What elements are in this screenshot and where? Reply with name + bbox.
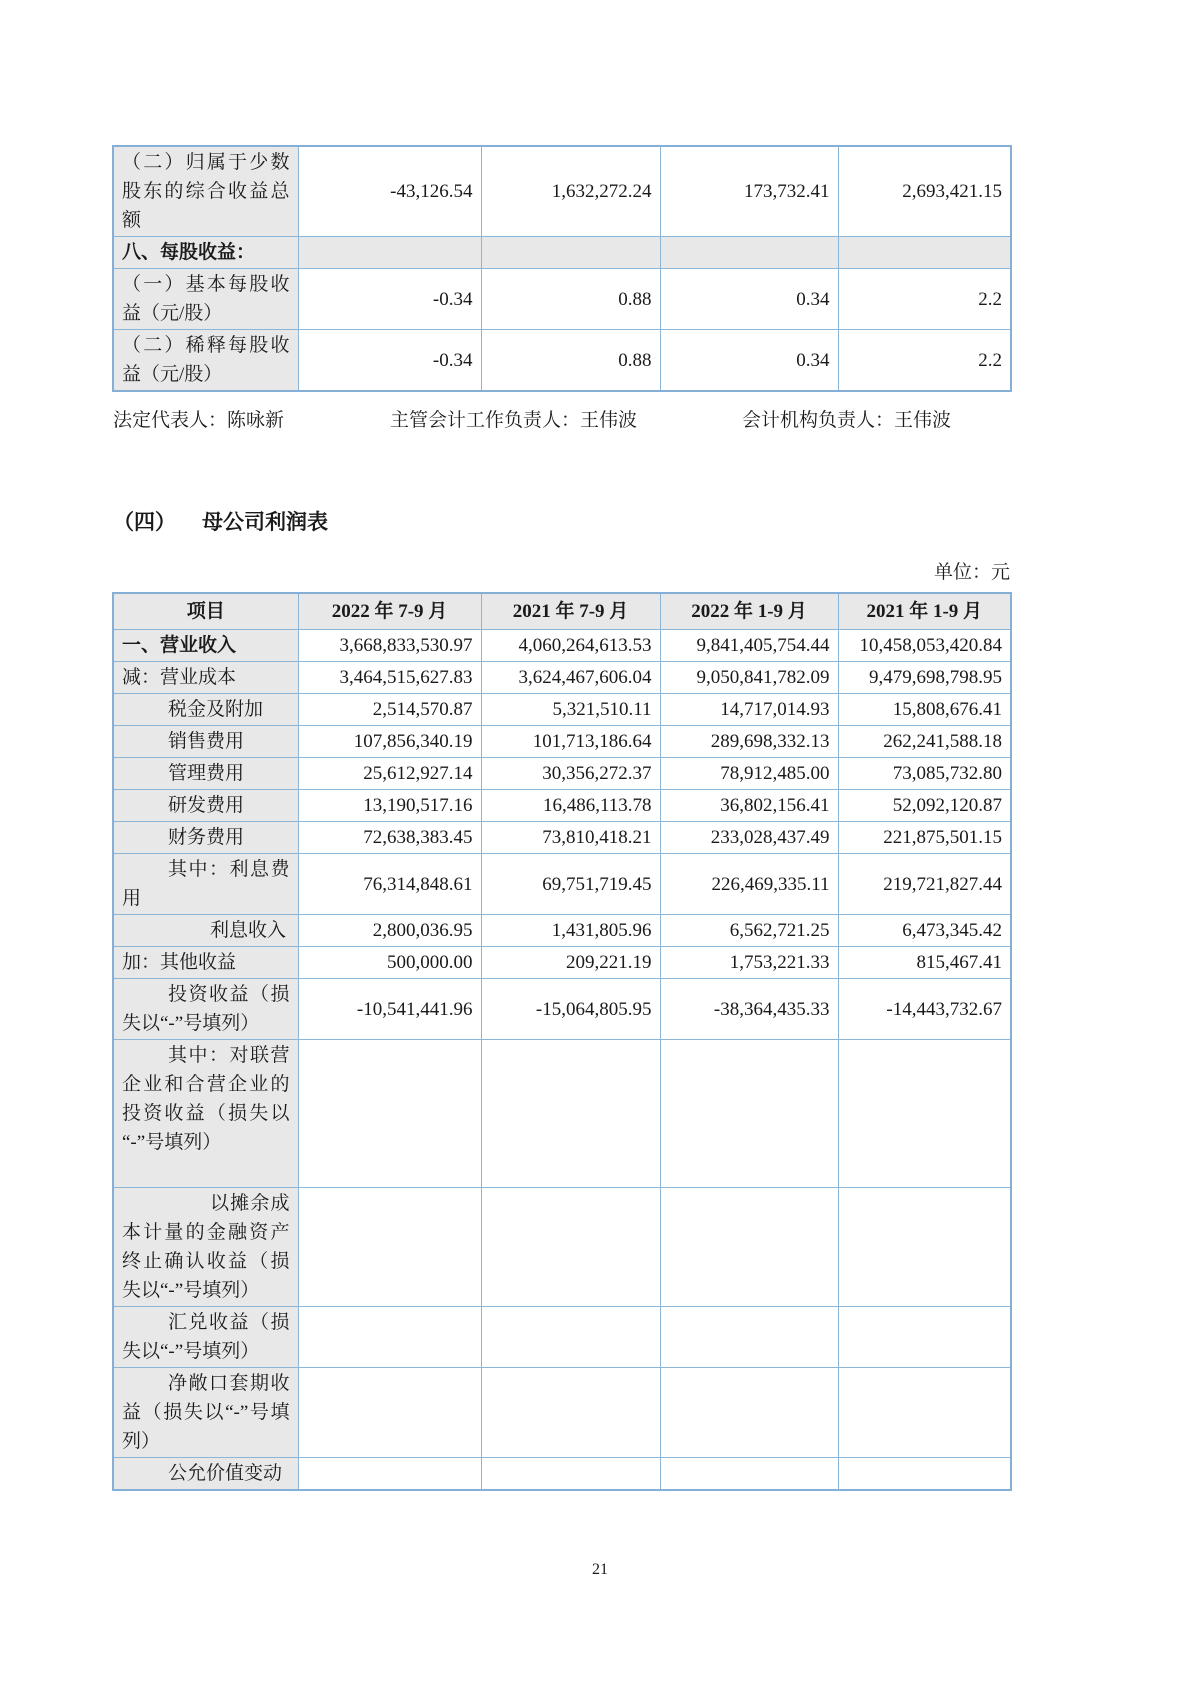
- value-cell: 219,721,827.44: [838, 854, 1011, 915]
- value-cell: [838, 1307, 1011, 1368]
- value-cell: 6,473,345.42: [838, 915, 1011, 947]
- value-cell: 36,802,156.41: [660, 790, 838, 822]
- row-label-cell: 减：营业成本: [113, 662, 298, 694]
- value-cell: 1,632,272.24: [481, 146, 660, 237]
- value-cell: -38,364,435.33: [660, 979, 838, 1040]
- row-label-cell: 以摊余成本计量的金融资产终止确认收益（损失以“-”号填列）: [113, 1188, 298, 1307]
- value-cell: 3,668,833,530.97: [298, 630, 481, 662]
- value-cell: 0.34: [660, 330, 838, 392]
- value-cell: 233,028,437.49: [660, 822, 838, 854]
- chief-accounting-officer-label: 主管会计工作负责人：王伟波: [390, 410, 638, 431]
- value-cell: 226,469,335.11: [660, 854, 838, 915]
- value-cell: 4,060,264,613.53: [481, 630, 660, 662]
- row-label-cell: 投资收益（损失以“-”号填列）: [113, 979, 298, 1040]
- value-cell: 14,717,014.93: [660, 694, 838, 726]
- table-row: [113, 146, 1011, 237]
- value-cell: -10,541,441.96: [298, 979, 481, 1040]
- row-label-cell: 财务费用: [113, 822, 298, 854]
- value-cell: 221,875,501.15: [838, 822, 1011, 854]
- value-cell: -15,064,805.95: [481, 979, 660, 1040]
- page-number: 21: [592, 1561, 608, 1578]
- value-cell: 73,810,418.21: [481, 822, 660, 854]
- table-row: [113, 854, 1011, 915]
- row-label-cell: 管理费用: [113, 758, 298, 790]
- value-cell: -14,443,732.67: [838, 979, 1011, 1040]
- value-cell: 3,464,515,627.83: [298, 662, 481, 694]
- value-cell: [660, 1368, 838, 1458]
- value-cell: 2,800,036.95: [298, 915, 481, 947]
- value-cell: 2.2: [838, 269, 1011, 330]
- value-cell: 2,514,570.87: [298, 694, 481, 726]
- row-label-cell: 利息收入: [113, 915, 298, 947]
- table-row: [113, 1307, 1011, 1368]
- row-label-cell: 公允价值变动: [113, 1458, 298, 1491]
- value-cell: [481, 1368, 660, 1458]
- row-label-cell: 八、每股收益：: [113, 237, 298, 269]
- value-cell: 173,732.41: [660, 146, 838, 237]
- unit-label: 单位：元: [933, 562, 1010, 583]
- value-cell: [298, 237, 481, 269]
- value-cell: -43,126.54: [298, 146, 481, 237]
- value-cell: [660, 1040, 838, 1188]
- value-cell: 25,612,927.14: [298, 758, 481, 790]
- table-row: [113, 726, 1011, 758]
- table-row: [113, 979, 1011, 1040]
- value-cell: 289,698,332.13: [660, 726, 838, 758]
- column-header-cell: 2022 年 1-9 月: [660, 593, 838, 630]
- value-cell: 500,000.00: [298, 947, 481, 979]
- table2-body: [113, 630, 1011, 1491]
- value-cell: 73,085,732.80: [838, 758, 1011, 790]
- section-index: （四）: [113, 510, 176, 534]
- row-label-cell: 其中：对联营企业和合营企业的投资收益（损失以“-”号填列）: [113, 1040, 298, 1188]
- value-cell: [481, 1307, 660, 1368]
- value-cell: [298, 1307, 481, 1368]
- value-cell: 1,753,221.33: [660, 947, 838, 979]
- table-row: [113, 330, 1011, 392]
- value-cell: 9,841,405,754.44: [660, 630, 838, 662]
- value-cell: 815,467.41: [838, 947, 1011, 979]
- value-cell: [660, 1458, 838, 1491]
- comprehensive-income-eps-table: [112, 145, 1012, 392]
- value-cell: 5,321,510.11: [481, 694, 660, 726]
- value-cell: 69,751,719.45: [481, 854, 660, 915]
- table-row: [113, 269, 1011, 330]
- table-row: [113, 947, 1011, 979]
- value-cell: 1,431,805.96: [481, 915, 660, 947]
- row-label-cell: 一、营业收入: [113, 630, 298, 662]
- accounting-department-head-label: 会计机构负责人：王伟波: [742, 410, 952, 431]
- table-row: [113, 790, 1011, 822]
- value-cell: 101,713,186.64: [481, 726, 660, 758]
- value-cell: 76,314,848.61: [298, 854, 481, 915]
- column-header-cell: 2022 年 7-9 月: [298, 593, 481, 630]
- value-cell: 16,486,113.78: [481, 790, 660, 822]
- value-cell: 30,356,272.37: [481, 758, 660, 790]
- value-cell: 2.2: [838, 330, 1011, 392]
- row-label-cell: 研发费用: [113, 790, 298, 822]
- value-cell: 107,856,340.19: [298, 726, 481, 758]
- value-cell: 78,912,485.00: [660, 758, 838, 790]
- value-cell: [481, 1458, 660, 1491]
- value-cell: [660, 237, 838, 269]
- table-row: [113, 1368, 1011, 1458]
- table-row: [113, 630, 1011, 662]
- signature-line: [113, 408, 1010, 434]
- value-cell: [660, 1188, 838, 1307]
- value-cell: 9,479,698,798.95: [838, 662, 1011, 694]
- value-cell: 3,624,467,606.04: [481, 662, 660, 694]
- value-cell: 0.88: [481, 269, 660, 330]
- parent-company-income-statement-table: [112, 592, 1012, 1491]
- value-cell: 15,808,676.41: [838, 694, 1011, 726]
- table-row: [113, 662, 1011, 694]
- table-row: [113, 822, 1011, 854]
- row-label-cell: 税金及附加: [113, 694, 298, 726]
- row-label-cell: 销售费用: [113, 726, 298, 758]
- value-cell: [298, 1368, 481, 1458]
- value-cell: 52,092,120.87: [838, 790, 1011, 822]
- table2-header-row: [113, 593, 1011, 630]
- section-heading: [113, 508, 328, 536]
- value-cell: 9,050,841,782.09: [660, 662, 838, 694]
- row-label-cell: （一）基本每股收益（元/股）: [113, 269, 298, 330]
- row-label-cell: 加：其他收益: [113, 947, 298, 979]
- value-cell: [838, 237, 1011, 269]
- column-header-cell: 2021 年 1-9 月: [838, 593, 1011, 630]
- table-row: [113, 237, 1011, 269]
- value-cell: [838, 1368, 1011, 1458]
- legal-representative-label: 法定代表人：陈咏新: [113, 410, 285, 431]
- value-cell: [298, 1458, 481, 1491]
- column-header-cell: 项目: [113, 593, 298, 630]
- table-row: [113, 1458, 1011, 1491]
- value-cell: 6,562,721.25: [660, 915, 838, 947]
- value-cell: [838, 1188, 1011, 1307]
- row-label-cell: 净敞口套期收益（损失以“-”号填列）: [113, 1368, 298, 1458]
- table-row: [113, 694, 1011, 726]
- table-row: [113, 1040, 1011, 1188]
- value-cell: -0.34: [298, 269, 481, 330]
- value-cell: [838, 1458, 1011, 1491]
- value-cell: 209,221.19: [481, 947, 660, 979]
- table-row: [113, 915, 1011, 947]
- column-header-cell: 2021 年 7-9 月: [481, 593, 660, 630]
- value-cell: 262,241,588.18: [838, 726, 1011, 758]
- value-cell: [298, 1040, 481, 1188]
- value-cell: 0.88: [481, 330, 660, 392]
- value-cell: [660, 1307, 838, 1368]
- value-cell: 13,190,517.16: [298, 790, 481, 822]
- value-cell: [481, 1040, 660, 1188]
- value-cell: [838, 1040, 1011, 1188]
- table-row: [113, 1188, 1011, 1307]
- value-cell: -0.34: [298, 330, 481, 392]
- value-cell: [481, 1188, 660, 1307]
- value-cell: 0.34: [660, 269, 838, 330]
- value-cell: 2,693,421.15: [838, 146, 1011, 237]
- value-cell: [298, 1188, 481, 1307]
- value-cell: 10,458,053,420.84: [838, 630, 1011, 662]
- table1-body: [113, 146, 1011, 391]
- section-title-text: 母公司利润表: [202, 510, 328, 534]
- table-row: [113, 758, 1011, 790]
- row-label-cell: 汇兑收益（损失以“-”号填列）: [113, 1307, 298, 1368]
- row-label-cell: 其中：利息费用: [113, 854, 298, 915]
- value-cell: [481, 237, 660, 269]
- value-cell: 72,638,383.45: [298, 822, 481, 854]
- row-label-cell: （二）归属于少数股东的综合收益总额: [113, 146, 298, 237]
- row-label-cell: （二）稀释每股收益（元/股）: [113, 330, 298, 392]
